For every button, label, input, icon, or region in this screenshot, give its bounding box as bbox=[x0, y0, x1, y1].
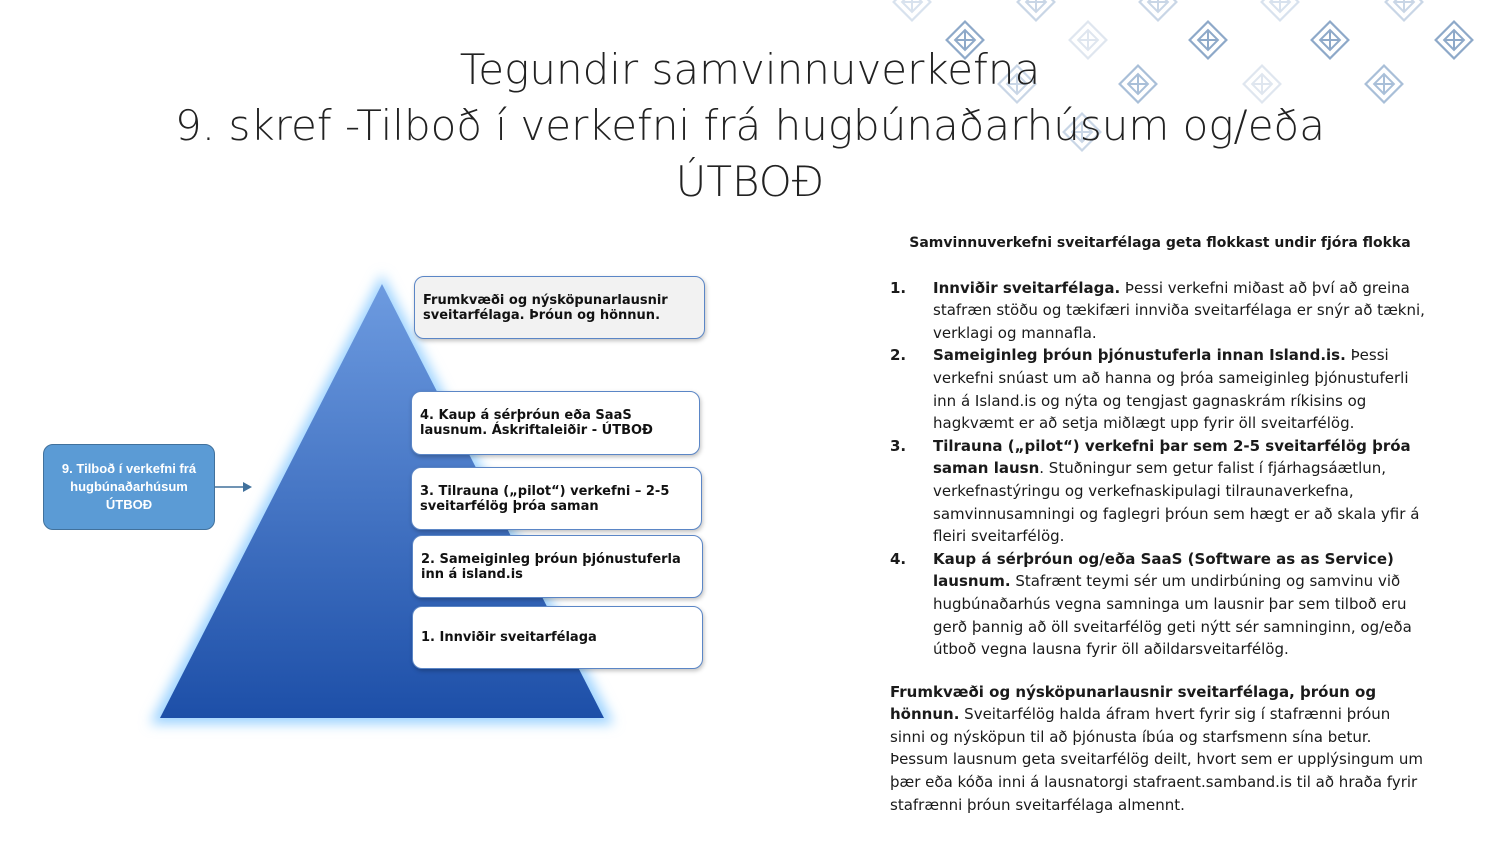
arrow-head bbox=[243, 482, 252, 492]
pyramid-top-box: Frumkvæði og nýsköpunarlausnir sveitarfélaga. Þróun og hönnun. bbox=[414, 276, 705, 339]
category-item-1: 1. Innviðir sveitarfélaga. Þessi verkefni miðast að því að greina stafræn stöðu og tækifæri innviða sveitarfélaga er snýr að tækni, verklagi og mannafla. bbox=[890, 278, 1425, 342]
categories-heading: Samvinnuverkefni sveitarfélaga geta flokkast undir fjóra flokka bbox=[909, 235, 1411, 251]
pyramid-level-2-box: 2. Sameiginleg þróun þjónustuferla inn á island.is bbox=[412, 535, 703, 598]
category-item-3: 3. Tilrauna („pilot“) verkefni þar sem 2-5 sveitarfélög þróa saman lausn. Stuðningur sem getur falist í fjárhagsáætlun, verkefnastýringu og verkefnaskipulagi tilraunaverkefna, samvinnusamningi og faglegri þróun sem hægt er að skala yfir á fleiri sveitarfélög. bbox=[890, 436, 1420, 546]
title-line-3: ÚTBOÐ bbox=[675, 157, 825, 206]
title-line-1: Tegundir samvinnuverkefna bbox=[459, 45, 1041, 94]
pyramid-level-3-box: 3. Tilrauna („pilot“) verkefni – 2-5 sveitarfélög þróa saman bbox=[411, 467, 702, 530]
category-item-2: 2. Sameiginleg þróun þjónustuferla innan Island.is. Þessi verkefni snúast um að hanna og þróa sameiginleg þjónustuferli inn á Island.is og nýta og tengjast gagnaskrám ríkisins og hagkvæmt er að setja miðlægt upp fyrir öll sveitarfélög. bbox=[890, 346, 1409, 433]
step-9-box: 9. Tilboð í verkefni frá hugbúnaðarhúsum ÚTBOÐ bbox=[43, 444, 215, 530]
pyramid-level-4-box: 4. Kaup á sérþróun eða SaaS lausnum. Áskriftaleiðir - ÚTBOÐ bbox=[411, 391, 700, 455]
category-item-4: 4. Kaup á sérþróun og/eða SaaS (Software as as Service) lausnum. Stafrænt teymi sér um undirbúning og samvinu við hugbúnaðarhús vegna samninga um lausnir þar sem tilboð eru gerð þannig að öll sveitarfélög geti nýtt sér samninginn, og/eða útboð vegna lausna fyrir öll aðildarsveitarfélög. bbox=[890, 549, 1412, 659]
categories-list bbox=[890, 277, 1430, 661]
pyramid-level-1-box: 1. Innviðir sveitarfélaga bbox=[412, 606, 703, 669]
innovation-paragraph: Frumkvæði og nýsköpunarlausnir sveitarfélaga, þróun og hönnun. Sveitarfélög halda áfram hvert fyrir sig í stafrænni þróun sinni og nýsköpun til að þjónusta íbúa og starfsmenn sína betur. Þessum lausnum geta sveitarfélög deilt, hvort sem er upplýsingum um þær eða kóða inni á lausnatorgi stafraent.samband.is til að hraða fyrir stafrænni þróun sveitarfélaga almennt. bbox=[890, 682, 1424, 814]
title-line-2: 9. skref -Tilboð í verkefni frá hugbúnaðarhúsum og/eða bbox=[175, 101, 1325, 150]
categories-text bbox=[890, 232, 1430, 816]
